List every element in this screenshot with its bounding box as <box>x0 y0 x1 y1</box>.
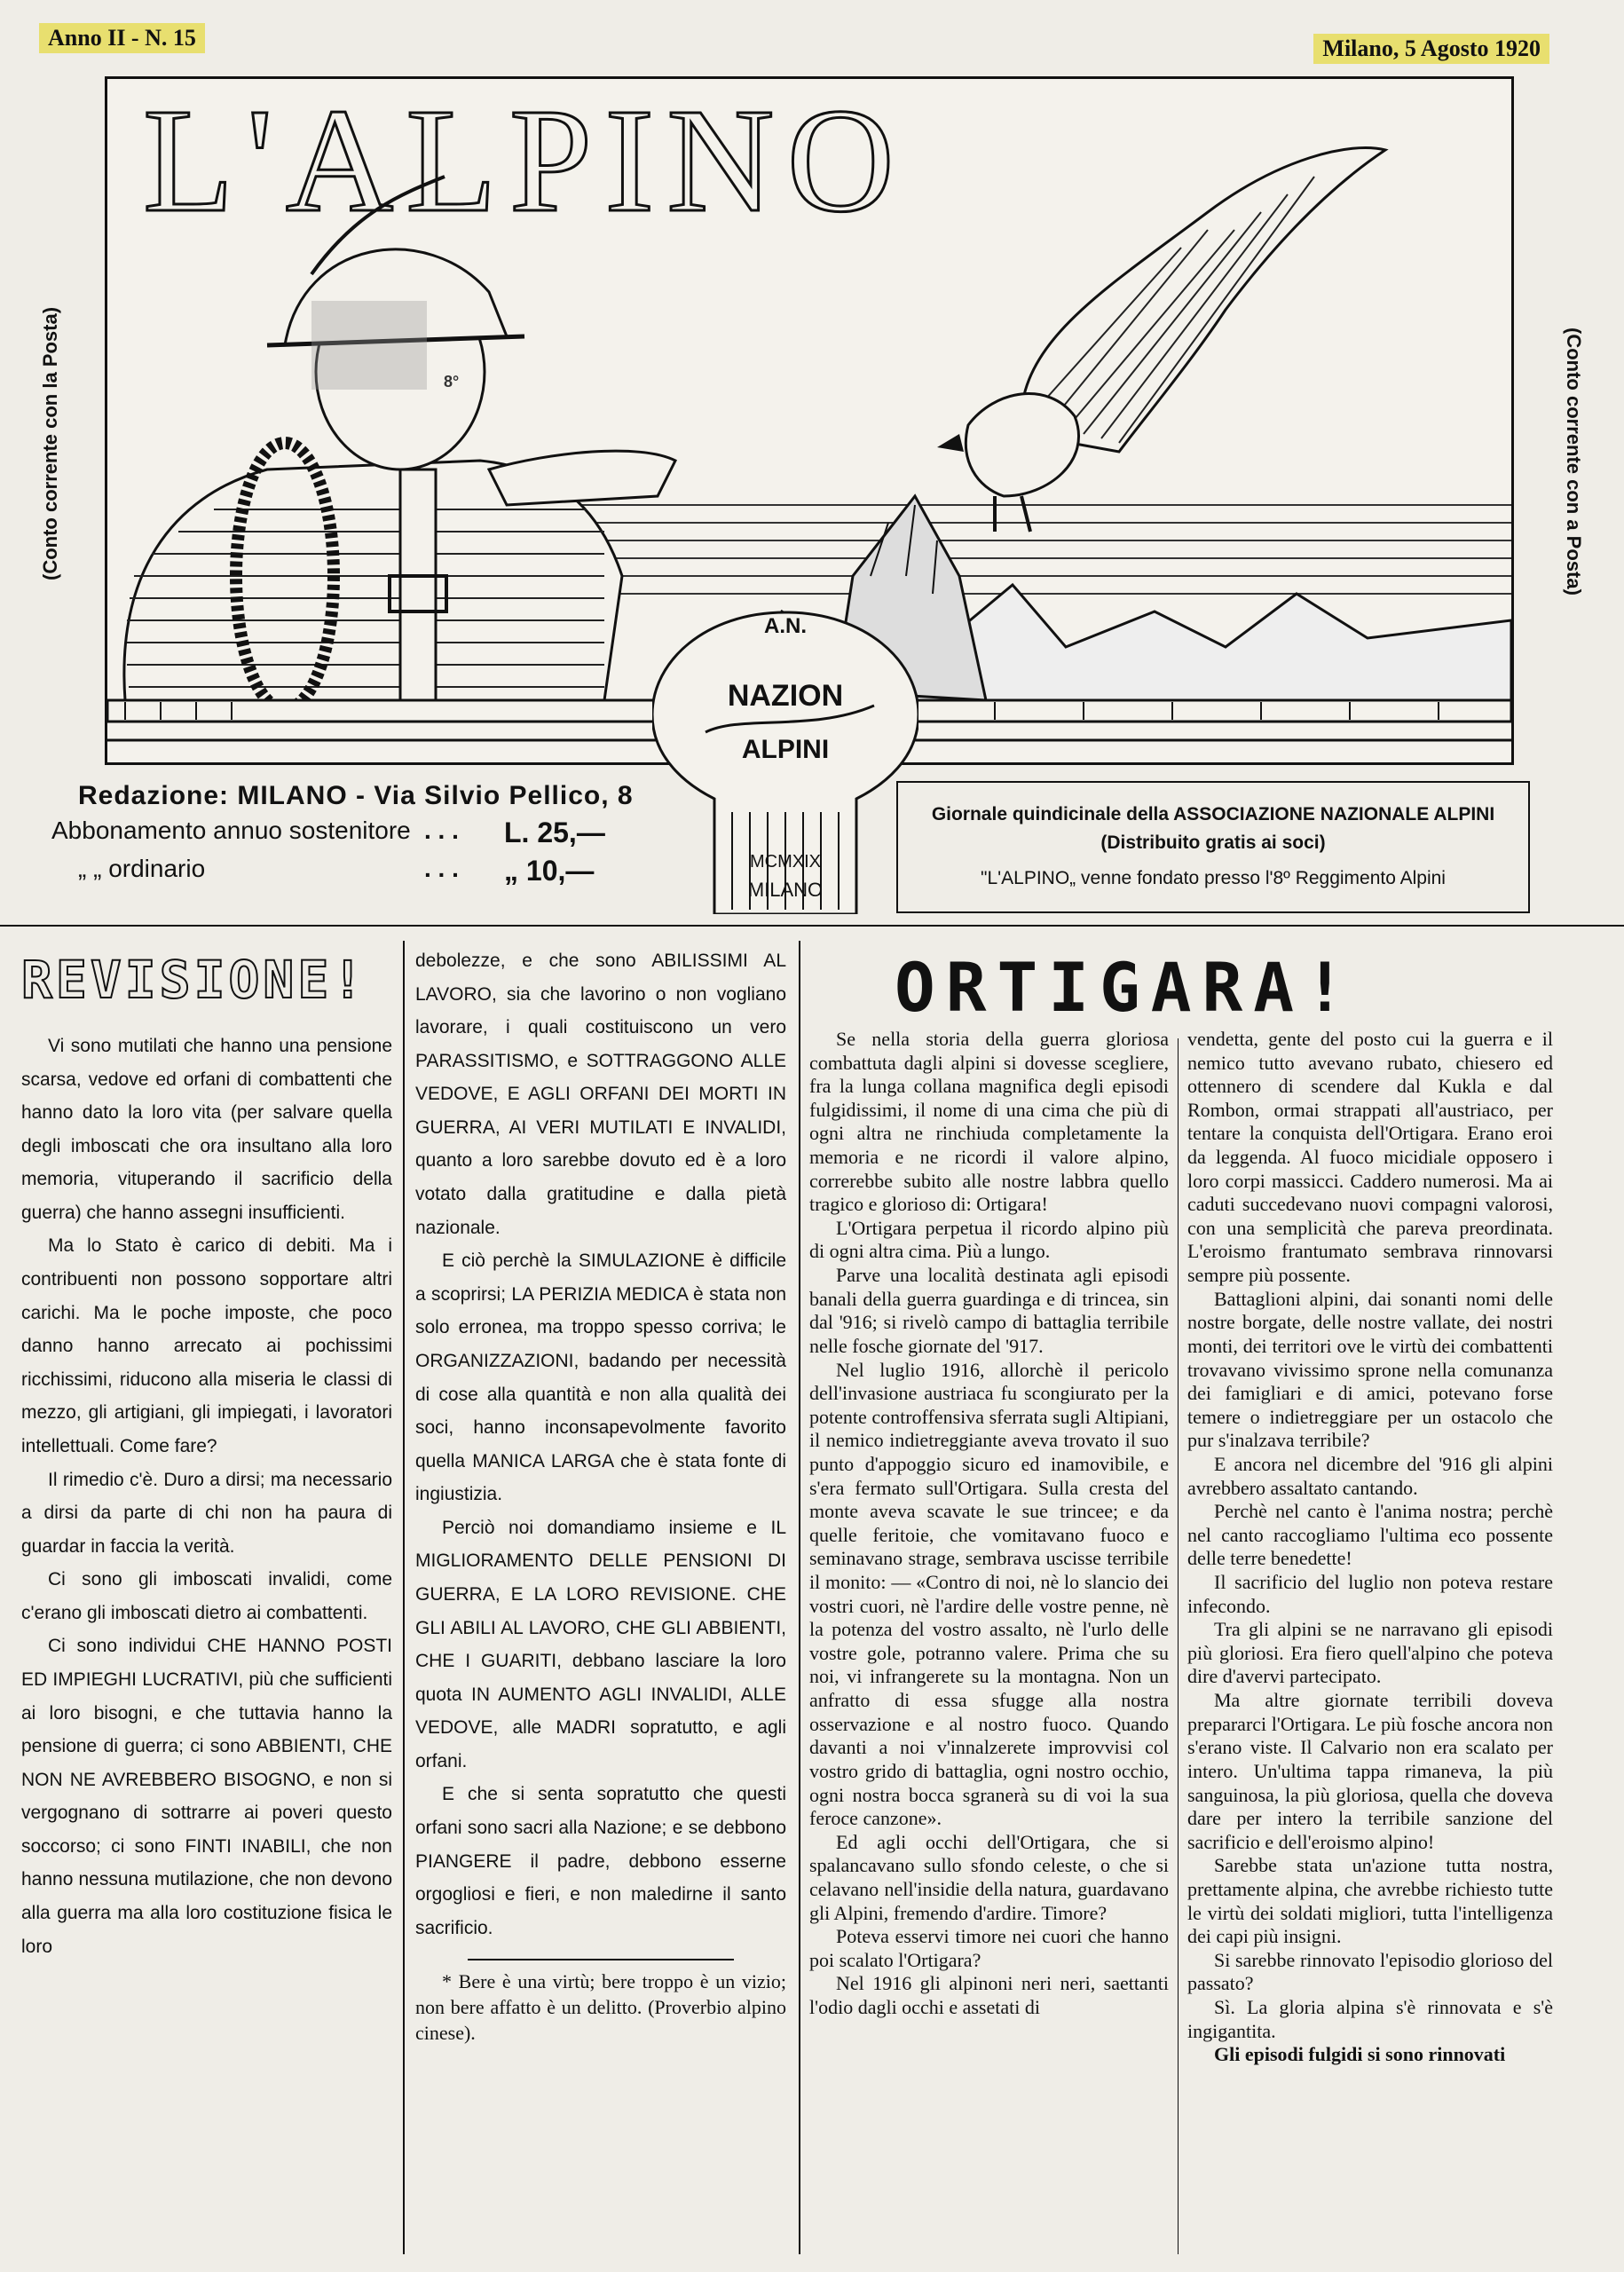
side-note-right: (Conto corrente con a Posta) <box>1563 327 1585 596</box>
paragraph: Se nella storia della guerra gloriosa combattuta dagli alpini si dovesse scegliere, fra la lunga collana magnifica degli episodi fulgidissimi, il nome di una cima che più di ogni altra ne rinchiuda completamente la memoria e ne ricordi il valore alpino, correrebbe subito alle nostre labbra quello tragico e glorioso di: Ortigara! <box>809 1028 1169 1216</box>
subscription-supporter-price: L. 25,— <box>504 816 605 848</box>
subscription-supporter-label: Abbonamento annuo sostenitore <box>51 816 411 844</box>
masthead-title: L'ALPINO <box>143 78 907 243</box>
badge-line-nazion: NAZION <box>727 679 844 713</box>
paragraph: Ed agli occhi dell'Ortigara, che si spalancavano sullo sfondo celeste, o che si celavano nell'insidie della natura, guardavano gli Alpini, fremendo d'ardire. Timore? <box>809 1830 1169 1924</box>
revisione-column-2 <box>415 944 786 2046</box>
badge-line-year: MCMXIX <box>750 852 821 872</box>
paragraph: Nel 1916 gli alpinoni neri neri, saettanti l'odio dagli occhi e assetati di <box>809 1972 1169 2018</box>
paragraph: Parve una località destinata agli episodi banali della guerra guardinga e di trincea, sin dal '916; si rivelò campo di battaglia terribile nelle fosche giornate del '917. <box>809 1264 1169 1357</box>
dots: . . . <box>424 816 459 844</box>
subscription-ordinary-price: „ 10,— <box>504 855 595 887</box>
dots: . . . <box>424 855 459 882</box>
subscription-ordinary-row <box>51 855 664 888</box>
side-note-left: (Conto corrente con la Posta) <box>39 306 61 581</box>
paragraph: Sì. La gloria alpina s'è rinnovata e s'è ingigantita. <box>1187 1995 1553 2042</box>
subscription-box <box>51 781 664 905</box>
ortigara-headline: ORTIGARA! <box>895 948 1356 1027</box>
hat-badge-label: 8° <box>444 373 460 390</box>
ortigara-column-1 <box>809 1028 1169 2020</box>
newspaper-info-box <box>896 781 1530 913</box>
badge-line-alpini: ALPINI <box>741 735 830 764</box>
revisione-column-1 <box>21 1030 392 1963</box>
section-divider <box>0 925 1624 927</box>
editorial-address: Redazione: MILANO - Via Silvio Pellico, 8 <box>78 781 634 810</box>
paragraph: Il sacrificio del luglio non poteva restare infecondo. <box>1187 1571 1553 1617</box>
footnote-proverb: * Bere è una virtù; bere troppo è un vizio; non bere affatto è un delitto. (Proverbio alpino cinese). <box>415 1970 786 2044</box>
issue-number: Anno II - N. 15 <box>39 23 205 53</box>
paragraph: Ma lo Stato è carico di debiti. Ma i contribuenti non possono sopportare altri carichi. Ma le poche imposte, che poco danno hanno arrecato ai pochissimi ricchissimi, riducono alla miseria le classi di mezzo, gli artigiani, gli impiegati, i lavoratori intellettuali. Come fare? <box>21 1235 392 1456</box>
paragraph: E ciò perchè la SIMULAZIONE è difficile a scoprirsi; LA PERIZIA MEDICA è stata non solo erronea, ma troppo spesso corriva; le ORGANIZZAZIONI, badando per necessità di cose alla quantità e non alla qualità dei soci, hanno inconsapevolmente favorito quella MANICA LARGA che è stata fonte di ingiustizia. <box>415 1250 786 1505</box>
paragraph: Vi sono mutilati che hanno una pensione scarsa, vedove ed orfani di combattenti che hanno dato la loro vita (per salvare quella degli imboscati che ora insultano alla loro memoria, vituperando il sacrificio della guerra) che hanno assegni insufficienti. <box>21 1036 392 1223</box>
paragraph: Tra gli alpini se ne narravano gli episodi più gloriosi. Era fiero quell'alpino che poteva dire d'avervi partecipato. <box>1187 1618 1553 1688</box>
paragraph: Gli episodi fulgidi si sono rinnovati <box>1214 2043 1506 2066</box>
paragraph: Ci sono gli imboscati invalidi, come c'erano gli imboscati dietro ai combattenti. <box>21 1569 392 1623</box>
paragraph: E ancora nel dicembre del '916 gli alpini avrebbero assaltato cantando. <box>1187 1452 1553 1499</box>
paragraph: Poteva esservi timore nei cuori che hanno poi scalato l'Ortigara? <box>809 1925 1169 1971</box>
revisione-headline: REVISIONE! <box>21 950 367 1010</box>
subscription-ordinary-label: „ „ ordinario <box>78 855 206 882</box>
issue-date: Milano, 5 Agosto 1920 <box>1313 34 1549 64</box>
info-line-1: Giornale quindicinale della ASSOCIAZIONE NAZIONALE ALPINI <box>931 804 1495 824</box>
badge-line-city: MILANO <box>747 879 824 901</box>
paragraph: vendetta, gente del posto cui la guerra e il nemico tutto avevano rubato, chiesero ed ottennero di scendere dal Kukla e dal Rombon, ormai strappati all'austriaco, per tentare la conquista dell'Ortigara. Erano eroi da leggenda. Al fuoco micidiale opposero i loro corpi massicci. Caddero numerosi. Ma ai caduti succedevano nuovi compagni valorosi, con una semplicità che pareva preordinata. L'eroismo frantumato sembrava rinnovarsi sempre più possente. <box>1187 1028 1553 1287</box>
divider <box>468 1959 734 1960</box>
badge-line-ass: A.N. <box>764 614 807 638</box>
paragraph: debolezze, e che sono ABILISSIMI AL LAVORO, sia che lavorino o non vogliano lavorare, i quali costituiscono un vero PARASSITISMO, e SOTTRAGGONO ALLE VEDOVE, E AGLI ORFANI DEI MORTI IN GUERRA, AI VERI MUTILATI E INVALIDI, quanto a loro sarebbe dovuto ed è a loro votato dalla gratitudine e dalla pietà nazionale. <box>415 951 786 1238</box>
paragraph: Perciò noi domandiamo insieme e IL MIGLIORAMENTO DELLE PENSIONI DI GUERRA, E LA LORO REVISIONE. CHE GLI ABILI AL LAVORO, CHE GLI ABBIENTI, CHE I GUARITI, debbano lasciare la loro quota IN AUMENTO AGLI INVALIDI, ALLE VEDOVE, alle MADRI sopratutto, e agli orfani. <box>415 1517 786 1771</box>
paragraph: Il rimedio c'è. Duro a dirsi; ma necessario a dirsi da parte di chi non ha paura di guardar in faccia la verità. <box>21 1469 392 1557</box>
paragraph: Ma altre giornate terribili doveva prepararci l'Ortigara. Le più fosche ancora non s'erano viste. Il Calvario non era scalato per intero. Un'ultima tappa rimaneva, la più sanguinosa, la più gloriosa, quella che doveva dare per intero la terribile sanzione del sacrificio e dell'eroismo alpino! <box>1187 1689 1553 1853</box>
ortigara-column-2 <box>1187 1028 1553 2067</box>
info-line-3: "L'ALPINO„ venne fondato presso l'8º Reggimento Alpini <box>981 868 1446 888</box>
paragraph: Si sarebbe rinnovato l'episodio glorioso del passato? <box>1187 1948 1553 1995</box>
info-line-2: (Distribuito gratis ai soci) <box>1100 832 1326 853</box>
paragraph: Ci sono individui CHE HANNO POSTI ED IMPIEGHI LUCRATIVI, più che sufficienti ai loro bisogni, e che tuttavia hanno la pensione di guerra; ci sono ABBIENTI, CHE NON NE AVREBBERO BISOGNO, e non si vergognano di sottrarre ai poveri questo soccorso; ci sono FINTI INABILI, che non hanno nessuna mutilazione, che non devono alla guerra ma alla loro costituzione fisica le loro <box>21 1636 392 1957</box>
paragraph: Sarebbe stata un'azione tutta nostra, prettamente alpina, che avrebbe richiesto tutte le virtù dei soldati migliori, tutta l'intelligenza dei capi più insigni. <box>1187 1854 1553 1948</box>
paragraph: Battaglioni alpini, dai sonanti nomi delle nostre borgate, delle nostre vallate, dei nostri monti, dei territori ove le virtù dei combattenti trovavano vivissimo sprone nella comunanza dei famigliari e di amici, potevano forse temere o indietreggiare per un ostacolo che pur s'inalzava terribile? <box>1187 1287 1553 1452</box>
column-rule <box>403 941 405 2254</box>
subscription-supporter-row <box>51 816 664 849</box>
column-rule <box>1178 1038 1179 2254</box>
paragraph: L'Ortigara perpetua il ricordo alpino più di ogni altra cima. Più a lungo. <box>809 1216 1169 1263</box>
paragraph: Nel luglio 1916, allorchè il pericolo dell'invasione austriaca fu scongiurato per la potente controffensiva sferrata sugli Altipiani, il nemico indietreggiante aveva trovato il suo punto d'appoggio sicuro ed inamovibile, e s'era fermato sull'Ortigara. Sulla cresta del monte aveva scavate le sue trincee; e da quelle feritoie, che vomitavano fuoco e seminavano strage, sembrava uscisse terribile il monito: — «Contro di noi, nè lo slancio dei vostri cuori, nè l'ardire delle vostre penne, nè la potenza del vostro assalto, nè l'urlo delle vostre gole, potranno valere. Prima che su noi, vi infrangerete su la montagna. Non un anfratto di essa sfugge alla nostra osservazione e al nostro fuoco. Quando davanti a noi v'innalzerete improvvisi col vostro grido di battaglia, ogni nostro occhio, ogni nostra bocca sgranerà su di voi la sua feroce canzone». <box>809 1358 1169 1830</box>
column-rule <box>799 941 800 2254</box>
paragraph: E che si senta sopratutto che questi orfani sono sacri alla Nazione; e se debbono PIANGERE il padre, debbono esserne orgogliosi e fieri, e non maledirne il santo sacrificio. <box>415 1784 786 1938</box>
paragraph: Perchè nel canto è l'anima nostra; perchè nel canto raccogliamo l'ultima eco possente delle terre benedette! <box>1187 1500 1553 1570</box>
